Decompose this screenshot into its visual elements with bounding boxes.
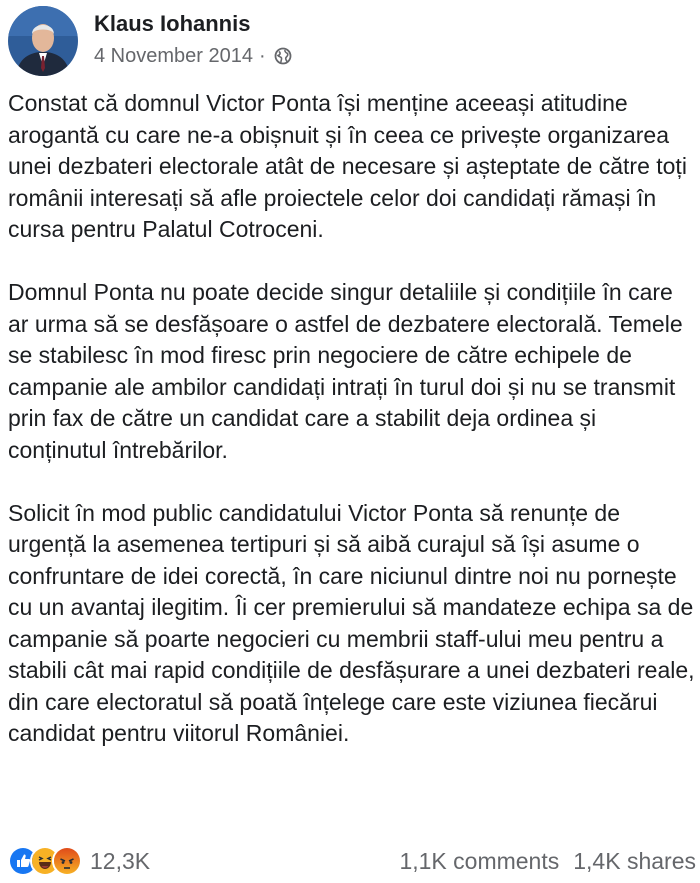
post-paragraph: Solicit în mod public candidatului Victor Ponta să renunțe de urgență la asemenea tertipuri și să aibă curajul să își asume o confruntare de idei corectă, în care niciunul dintre noi nu pornește cu un avantaj ilegitim. Îi cer premierului să mandateze echipa sa de campanie să poarte negocieri cu membrii staff-ului meu pentru a stabili cât mai rapid condițiile de desfășurare a unei dezbateri reale, din care electoratul să poată înțelege care este viziunea fiecărui candidat pentru viitorul României.	[8, 499, 695, 746]
author-name[interactable]: Klaus Iohannis	[94, 11, 251, 36]
reactions-summary[interactable]	[8, 846, 150, 876]
avatar[interactable]	[8, 6, 78, 76]
shares-link[interactable]: 1,4K shares	[573, 847, 696, 874]
post-meta	[94, 6, 292, 70]
globe-icon[interactable]	[274, 47, 292, 65]
post-header	[8, 6, 292, 76]
comments-link[interactable]: 1,1K comments	[399, 847, 560, 874]
post-paragraph: Constat că domnul Victor Ponta își menține aceeași atitudine arogantă cu care ne-a obișnuit și în ceea ce privește organizarea unei dezbateri electorale atât de necesare și așteptate de către toți românii interesați să afle proiectele celor doi candidați rămași în cursa pentru Palatul Cotroceni.	[8, 90, 687, 242]
angry-icon	[52, 846, 82, 876]
post-paragraph: Domnul Ponta nu poate decide singur detaliile și condițiile în care ar urma să se desfășoare o astfel de dezbatere electorală. Temele se stabilesc în mod firesc prin negociere de către echipele de campanie ale ambilor candidați intrați în turul doi și nu se transmit prin fax de către un candidat care a stabilit deja ordinea și conținutul întrebărilor.	[8, 279, 683, 463]
post-body	[8, 88, 698, 781]
meta-separator: ·	[258, 45, 266, 67]
post-footer	[8, 844, 696, 878]
reaction-count: 12,3K	[90, 847, 151, 874]
post-meta-line	[94, 42, 292, 70]
post-date[interactable]: 4 November 2014	[94, 45, 253, 67]
